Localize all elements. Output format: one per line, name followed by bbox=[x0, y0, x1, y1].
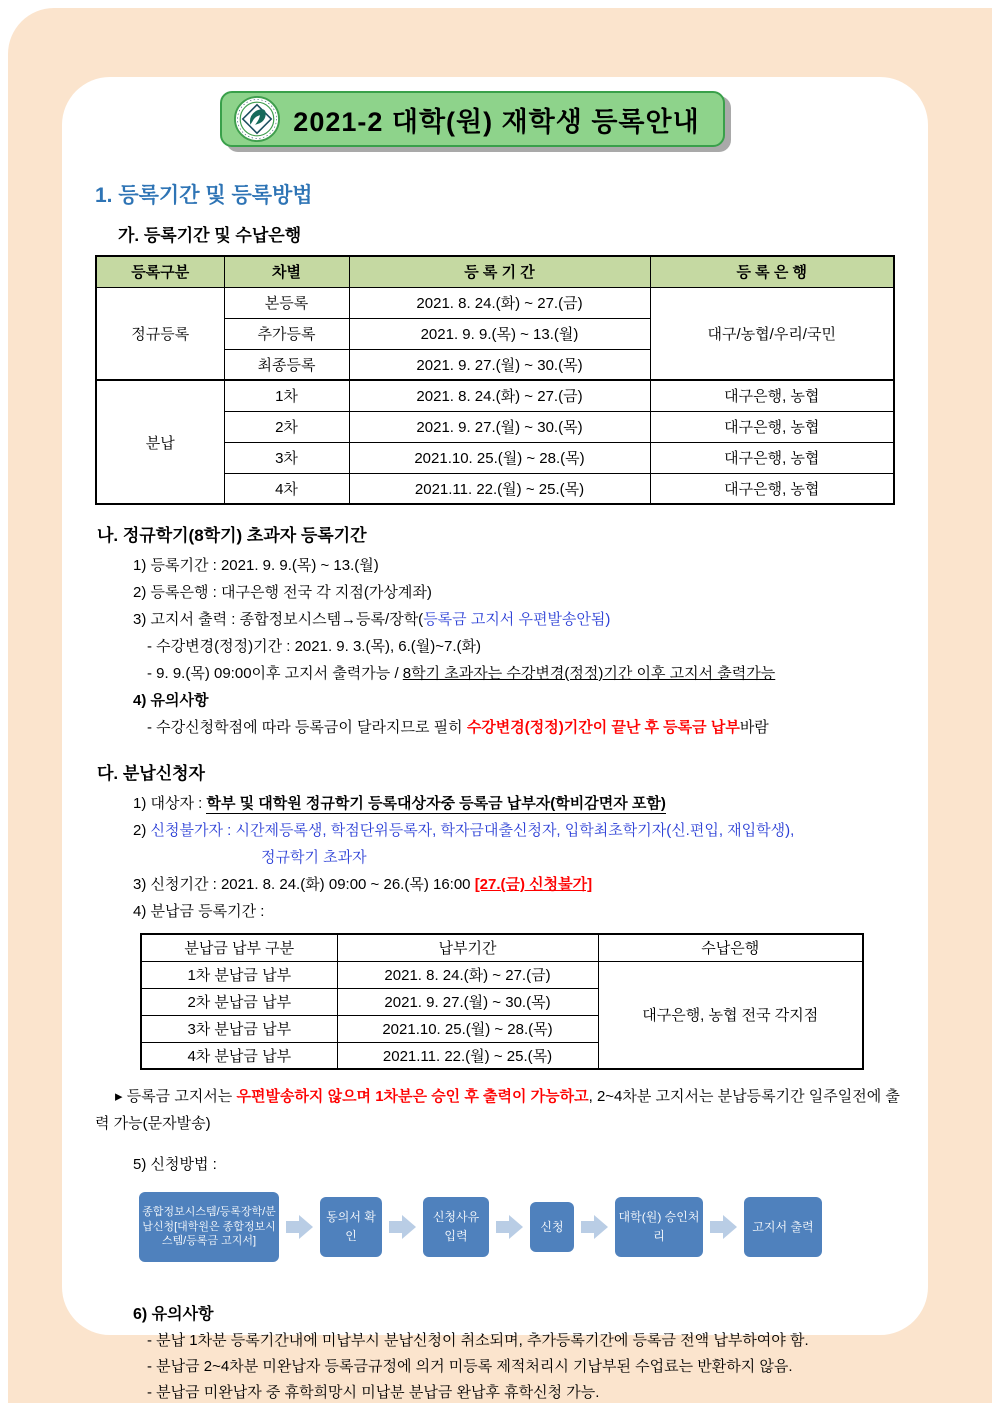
subsection-na-items bbox=[133, 552, 900, 741]
application-closed-warning: [27.(금) 신청불가] bbox=[474, 876, 593, 893]
table-header-row bbox=[141, 934, 863, 961]
col-header-round: 차별 bbox=[224, 256, 349, 287]
flow-step-system: 종합정보시스템/등록장학/분납신청[대학원은 종합정보시스템/등록금 고지서] bbox=[139, 1192, 279, 1262]
na-item-4: 4) 유의사항 bbox=[133, 692, 209, 709]
caution-note-2: - 분납금 2~4차분 미완납자 등록금규정에 의거 미등록 제적처리시 기납부된 수업료는 반환하지 않음. bbox=[147, 1358, 793, 1375]
round-cell: 추가등록 bbox=[224, 318, 349, 349]
caution-note-3: - 분납금 미완납자 중 휴학희망시 미납분 분납금 완납후 휴학신청 가능. bbox=[147, 1384, 600, 1401]
eligible-payers-note: 학부 및 대학원 정규학기 등록대상자중 등록금 납부자(학비감면자 포함) bbox=[206, 795, 666, 812]
bank-cell: 대구은행, 농협 bbox=[650, 473, 894, 504]
flow-step-approval: 대학(원) 승인처리 bbox=[615, 1197, 703, 1257]
na-item-1: 1) 등록기간 : 2021. 9. 9.(목) ~ 13.(월) bbox=[133, 557, 379, 574]
invoice-notice-paragraph: ▸ 등록금 고지서는 우편발송하지 않으며 1차분은 승인 후 출력이 가능하고, 2~4차분 고지서는 분납등록기간 일주일전에 출력 가능(문자발송) bbox=[95, 1088, 900, 1132]
round-cell: 본등록 bbox=[224, 287, 349, 318]
subsection-ga-heading: 가. 등록기간 및 수납은행 bbox=[118, 226, 302, 245]
period-cell: 2021. 9. 27.(월) ~ 30.(목) bbox=[349, 411, 650, 442]
col-header-pay-period: 납부기간 bbox=[337, 934, 598, 961]
bank-cell: 대구은행, 농협 bbox=[650, 442, 894, 473]
mail-not-sent-note: 등록금 고지서 우편발송안됨) bbox=[423, 611, 611, 628]
da-item-6: 6) 유의사항 bbox=[133, 1306, 214, 1323]
ineligible-list-note: 신청불가자 : 시간제등록생, 학점단위등록자, 학자금대출신청자, 입학최초학기자(신.편입, 재입학생), bbox=[150, 822, 795, 839]
flow-step-print: 고지서 출력 bbox=[744, 1197, 822, 1257]
na-item-3: 3) 고지서 출력 : 종합정보시스템→등록/장학(등록금 고지서 우편발송안됨) bbox=[133, 611, 611, 628]
document-title: 2021-2 대학(원) 재학생 등록안내 bbox=[293, 106, 700, 137]
group-label-installment: 분납 bbox=[96, 380, 224, 504]
registration-period-table bbox=[95, 255, 895, 505]
section-1-heading: 1. 등록기간 및 등록방법 bbox=[95, 184, 313, 207]
table-row bbox=[96, 380, 894, 411]
round-cell: 3차 bbox=[224, 442, 349, 473]
installment-cell: 3차 분납금 납부 bbox=[141, 1015, 337, 1042]
application-flow-diagram bbox=[139, 1192, 900, 1262]
table-row bbox=[96, 287, 894, 318]
flow-arrow-icon bbox=[496, 1215, 523, 1239]
flow-step-apply: 신청 bbox=[530, 1202, 574, 1252]
flow-step-consent: 동의서 확인 bbox=[320, 1197, 382, 1257]
installment-cell: 4차 분납금 납부 bbox=[141, 1042, 337, 1069]
flow-step-reason: 신청사유 입력 bbox=[423, 1197, 489, 1257]
col-header-period: 등 록 기 간 bbox=[349, 256, 650, 287]
flow-arrow-icon bbox=[286, 1215, 313, 1239]
university-seal-icon bbox=[234, 96, 280, 142]
bank-cell-regular: 대구/농협/우리/국민 bbox=[650, 287, 894, 380]
col-header-installment: 분납금 납부 구분 bbox=[141, 934, 337, 961]
period-cell: 2021. 8. 24.(화) ~ 27.(금) bbox=[337, 961, 598, 988]
bank-cell: 대구은행, 농협 bbox=[650, 380, 894, 411]
na-item-2: 2) 등록은행 : 대구은행 전국 각 지점(가상계좌) bbox=[133, 584, 432, 601]
table-row bbox=[141, 961, 863, 988]
caution-note-1: - 분납 1차분 등록기간내에 미납부시 분납신청이 취소되며, 추가등록기간에 등록금 전액 납부하여야 함. bbox=[147, 1332, 809, 1349]
round-cell: 1차 bbox=[224, 380, 349, 411]
round-cell: 최종등록 bbox=[224, 349, 349, 380]
col-header-category: 등록구분 bbox=[96, 256, 224, 287]
pay-after-change-warning: 수강변경(정정)기간이 끝난 후 등록금 납부 bbox=[466, 719, 740, 736]
col-header-bank: 등 록 은 행 bbox=[650, 256, 894, 287]
installment-cell: 2차 분납금 납부 bbox=[141, 988, 337, 1015]
table-header-row bbox=[96, 256, 894, 287]
subsection-da-heading: 다. 분납신청자 bbox=[97, 764, 205, 783]
flow-arrow-icon bbox=[389, 1215, 416, 1239]
round-cell: 4차 bbox=[224, 473, 349, 504]
subsection-da-items bbox=[133, 790, 900, 925]
cautions-section bbox=[133, 1302, 900, 1406]
period-cell: 2021. 9. 9.(목) ~ 13.(월) bbox=[349, 318, 650, 349]
no-mail-warning: 우편발송하지 않으며 1차분은 승인 후 출력이 가능하고 bbox=[236, 1088, 589, 1105]
da-item-2-continued: 정규학기 초과자 bbox=[261, 849, 367, 866]
na-item-3-sub-1: - 수강변경(정정)기간 : 2021. 9. 3.(목), 6.(월)~7.(화) bbox=[147, 638, 482, 655]
group-label-regular: 정규등록 bbox=[96, 287, 224, 380]
triangle-bullet-icon: ▸ 등록금 고지서는 bbox=[115, 1088, 237, 1105]
period-cell: 2021.11. 22.(월) ~ 25.(목) bbox=[349, 473, 650, 504]
overrun-print-note: 8학기 초과자는 수강변경(정정)기간 이후 고지서 출력가능 bbox=[402, 665, 776, 682]
period-cell: 2021. 8. 24.(화) ~ 27.(금) bbox=[349, 380, 650, 411]
period-cell: 2021. 9. 27.(월) ~ 30.(목) bbox=[337, 988, 598, 1015]
col-header-receiving-bank: 수납은행 bbox=[598, 934, 863, 961]
da-item-3: 3) 신청기간 : 2021. 8. 24.(화) 09:00 ~ 26.(목) 16:00 [27.(금) 신청불가] bbox=[133, 876, 593, 893]
period-cell: 2021.11. 22.(월) ~ 25.(목) bbox=[337, 1042, 598, 1069]
installment-payment-table bbox=[140, 933, 864, 1070]
title-banner bbox=[220, 91, 725, 147]
round-cell: 2차 bbox=[224, 411, 349, 442]
installment-cell: 1차 분납금 납부 bbox=[141, 961, 337, 988]
na-item-4-sub: - 수강신청학점에 따라 등록금이 달라지므로 필히 수강변경(정정)기간이 끝난 후 등록금 납부바람 bbox=[147, 719, 769, 736]
period-cell: 2021. 9. 27.(월) ~ 30.(목) bbox=[349, 349, 650, 380]
da-item-4: 4) 분납금 등록기간 : bbox=[133, 903, 265, 920]
bank-cell: 대구은행, 농협 bbox=[650, 411, 894, 442]
da-item-1: 1) 대상자 : 학부 및 대학원 정규학기 등록대상자중 등록금 납부자(학비감면자 포함) bbox=[133, 795, 666, 812]
period-cell: 2021.10. 25.(월) ~ 28.(목) bbox=[337, 1015, 598, 1042]
bank-cell: 대구은행, 농협 전국 각지점 bbox=[598, 961, 863, 1069]
da-item-5: 5) 신청방법 : bbox=[133, 1156, 217, 1173]
flow-arrow-icon bbox=[581, 1215, 608, 1239]
period-cell: 2021.10. 25.(월) ~ 28.(목) bbox=[349, 442, 650, 473]
document-card bbox=[62, 77, 928, 1401]
na-item-3-sub-2: - 9. 9.(목) 09:00이후 고지서 출력가능 / 8학기 초과자는 수강변경(정정)기간 이후 고지서 출력가능 bbox=[147, 665, 776, 682]
da-item-2: 2) 신청불가자 : 시간제등록생, 학점단위등록자, 학자금대출신청자, 입학최초학기자(신.편입, 재입학생), bbox=[133, 822, 795, 839]
period-cell: 2021. 8. 24.(화) ~ 27.(금) bbox=[349, 287, 650, 318]
subsection-na-heading: 나. 정규학기(8학기) 초과자 등록기간 bbox=[97, 526, 367, 545]
flow-arrow-icon bbox=[710, 1215, 737, 1239]
